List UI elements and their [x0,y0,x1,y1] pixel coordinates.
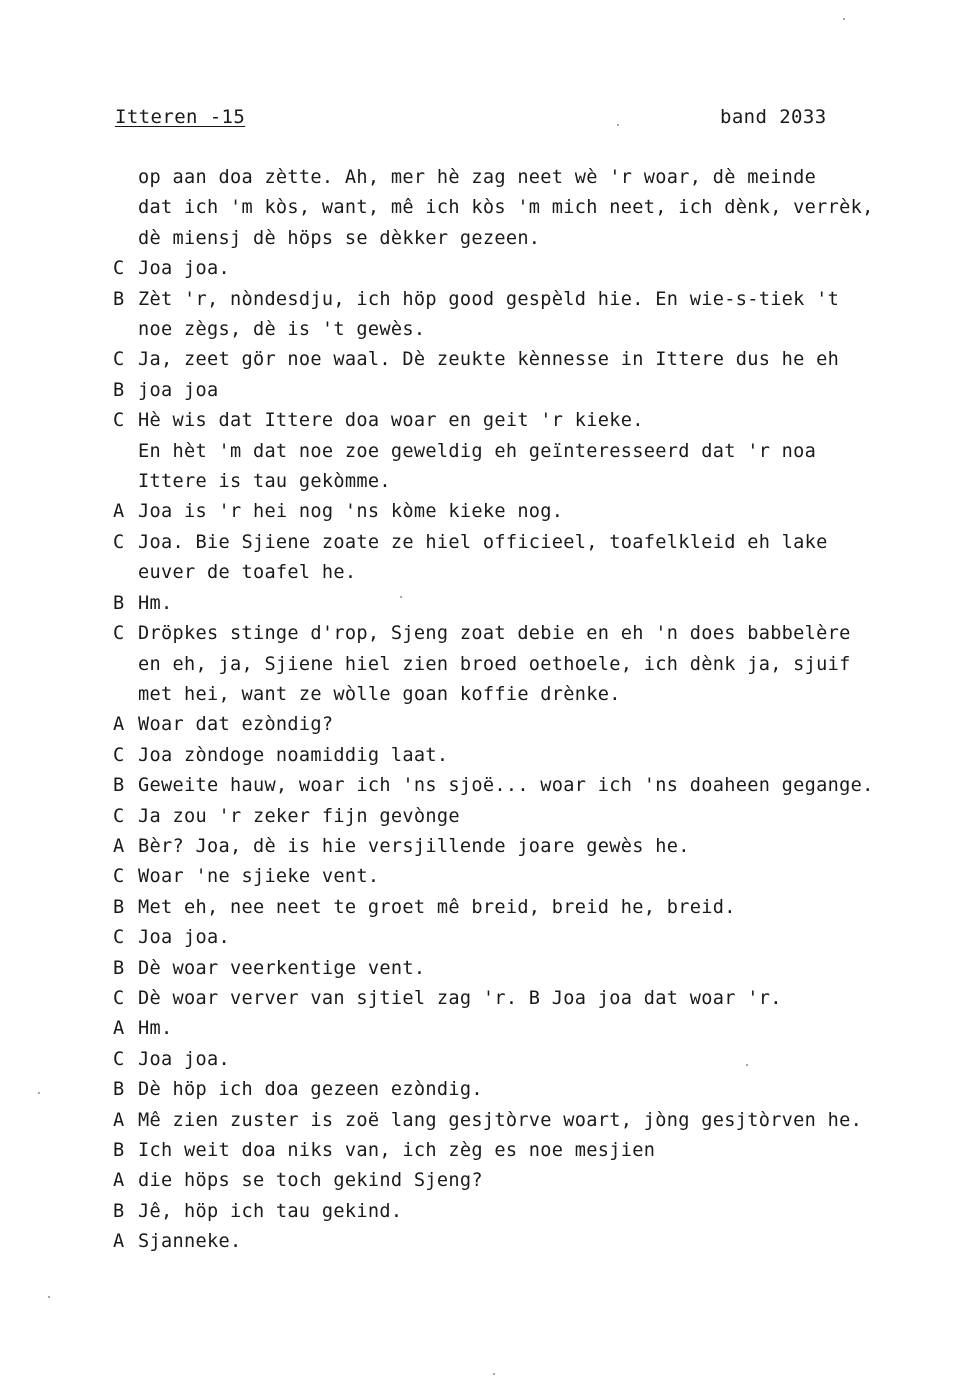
speaker-label: B [113,896,125,918]
line-text: Joa zòndoge noamiddig laat. [138,744,449,766]
speaker-label: C [113,927,125,949]
line-text: dat ich 'm kòs, want, mê ich kòs 'm mich neet, ich dènk, verrèk, [138,197,874,219]
transcript-line [113,345,943,375]
line-text: Ja zou 'r zeker fijn gevònge [138,805,460,827]
transcript-line [113,650,943,680]
line-text: En hèt 'm dat noe zoe geweldig eh geïnteresseerd dat 'r noa [138,440,817,462]
transcript-line [113,1106,943,1136]
speaker-label: C [113,258,125,280]
speaker-label: A [113,1231,125,1253]
line-text: en eh, ja, Sjiene hiel zien broed oethoele, ich dènk ja, sjuif [138,653,851,675]
document-title: Itteren -15 [115,106,246,128]
transcript-line [113,923,943,953]
transcript-line [113,680,943,710]
speaker-label: B [113,1079,125,1101]
speaker-label: B [113,1140,125,1161]
line-text: Mê zien zuster is zoë lang gesjtòrve woart, jòng gesjtòrven he. [138,1109,863,1131]
transcript-line [113,437,943,467]
speaker-label [113,467,138,497]
line-text: Met eh, nee neet te groet mê breid, breid he, breid. [138,896,736,918]
line-text: Ittere is tau gekòmme. [138,471,391,493]
transcript-line [113,619,943,649]
band-number: band 2033 [720,106,827,128]
speaker-label: C [113,410,125,432]
transcript-line [113,741,943,771]
transcript-line [113,285,943,315]
scan-speck [493,1373,495,1375]
scan-speck [617,124,619,126]
speaker-label: C [113,866,125,888]
speaker-label [113,437,138,467]
speaker-label [113,558,138,588]
speaker-label: A [113,1170,125,1192]
speaker-label: B [113,288,125,310]
scan-speck [400,596,402,598]
transcript-line [113,558,943,588]
transcript-line [113,893,943,923]
scan-speck [48,1296,50,1298]
speaker-label: C [113,805,125,827]
speaker-label: A [113,714,125,736]
transcript-line [113,528,943,558]
speaker-label [113,650,138,680]
line-text: Sjanneke. [138,1231,242,1253]
line-text: met hei, want ze wòlle goan koffie drènke. [138,683,621,705]
scan-speck [38,1092,40,1094]
speaker-label [113,193,138,223]
transcript-line [113,1227,943,1257]
line-text: Hm. [138,592,173,614]
line-text: die höps se toch gekind Sjeng? [138,1170,483,1192]
speaker-label: B [113,957,125,979]
transcript-line [113,224,943,254]
transcript-line [113,1045,943,1075]
scan-speck [843,18,845,20]
line-text: Ja, zeet gör noe waal. Dè zeukte kènnesse in Ittere dus he eh [138,349,840,371]
line-text: Bèr? Joa, dè is hie versjillende joare gewès he. [138,835,690,857]
line-text: Dè woar verver van sjtiel zag 'r. B Joa joa dat woar 'r. [138,987,782,1009]
transcript-line [113,193,943,223]
line-text: op aan doa zètte. Ah, mer hè zag neet wè 'r woar, dè meinde [138,167,817,188]
line-text: Hm. [138,1018,173,1040]
line-text: euver de toafel he. [138,562,357,584]
speaker-label: B [113,592,125,614]
line-text: Jê, höp ich tau gekind. [138,1200,403,1222]
speaker-label: B [113,1200,125,1222]
speaker-label: C [113,349,125,371]
speaker-label: C [113,987,125,1009]
transcript-line [113,832,943,862]
speaker-label: C [113,744,125,766]
transcript-line [113,406,943,436]
line-text: dè miensj dè höps se dèkker gezeen. [138,227,541,249]
line-text: Woar dat ezòndig? [138,714,334,736]
speaker-label: A [113,1018,125,1040]
speaker-label: C [113,531,125,553]
speaker-label [113,163,138,193]
speaker-label: A [113,835,125,857]
line-text: Ich weit doa niks van, ich zèg es noe mesjien [138,1140,656,1161]
speaker-label: A [113,1109,125,1131]
line-text: Zèt 'r, nòndesdju, ich höp good gespèld hie. En wie-s-tiek 't [138,288,840,310]
speaker-label: B [113,379,125,401]
transcript-line [113,376,943,406]
line-text: joa joa [138,379,219,401]
transcript-line [113,315,943,345]
line-text: Geweite hauw, woar ich 'ns sjoë... woar ich 'ns doaheen gegange. [138,775,874,797]
transcript-line [113,954,943,984]
line-text: Dè höp ich doa gezeen ezòndig. [138,1079,483,1101]
speaker-label: A [113,501,125,523]
transcript-line [113,589,943,619]
line-text: Woar 'ne sjieke vent. [138,866,380,888]
line-text: Joa joa. [138,258,230,280]
speaker-label: C [113,1048,125,1070]
transcript-line [113,254,943,284]
transcript-line [113,1014,943,1044]
scan-speck [746,1064,748,1066]
transcript-line [113,163,943,193]
transcript-line [113,1136,943,1166]
transcript-line [113,1166,943,1196]
speaker-label: B [113,775,125,797]
speaker-label [113,224,138,254]
speaker-label: C [113,623,125,645]
transcript-line [113,802,943,832]
transcript-line [113,710,943,740]
speaker-label [113,315,138,345]
transcript [113,163,943,1258]
transcript-line [113,467,943,497]
line-text: Hè wis dat Ittere doa woar en geit 'r kieke. [138,410,644,432]
transcript-line [113,497,943,527]
transcript-line [113,1197,943,1227]
speaker-label [113,680,138,710]
line-text: Dè woar veerkentige vent. [138,957,426,979]
line-text: noe zègs, dè is 't gewès. [138,319,426,341]
line-text: Dröpkes stinge d'rop, Sjeng zoat debie en eh 'n does babbelère [138,623,851,645]
transcript-line [113,771,943,801]
line-text: Joa joa. [138,1048,230,1070]
line-text: Joa. Bie Sjiene zoate ze hiel officieel, toafelkleid eh lake [138,531,828,553]
transcript-line [113,984,943,1014]
transcript-line [113,1075,943,1105]
line-text: Joa joa. [138,927,230,949]
transcript-line [113,862,943,892]
line-text: Joa is 'r hei nog 'ns kòme kieke nog. [138,501,564,523]
